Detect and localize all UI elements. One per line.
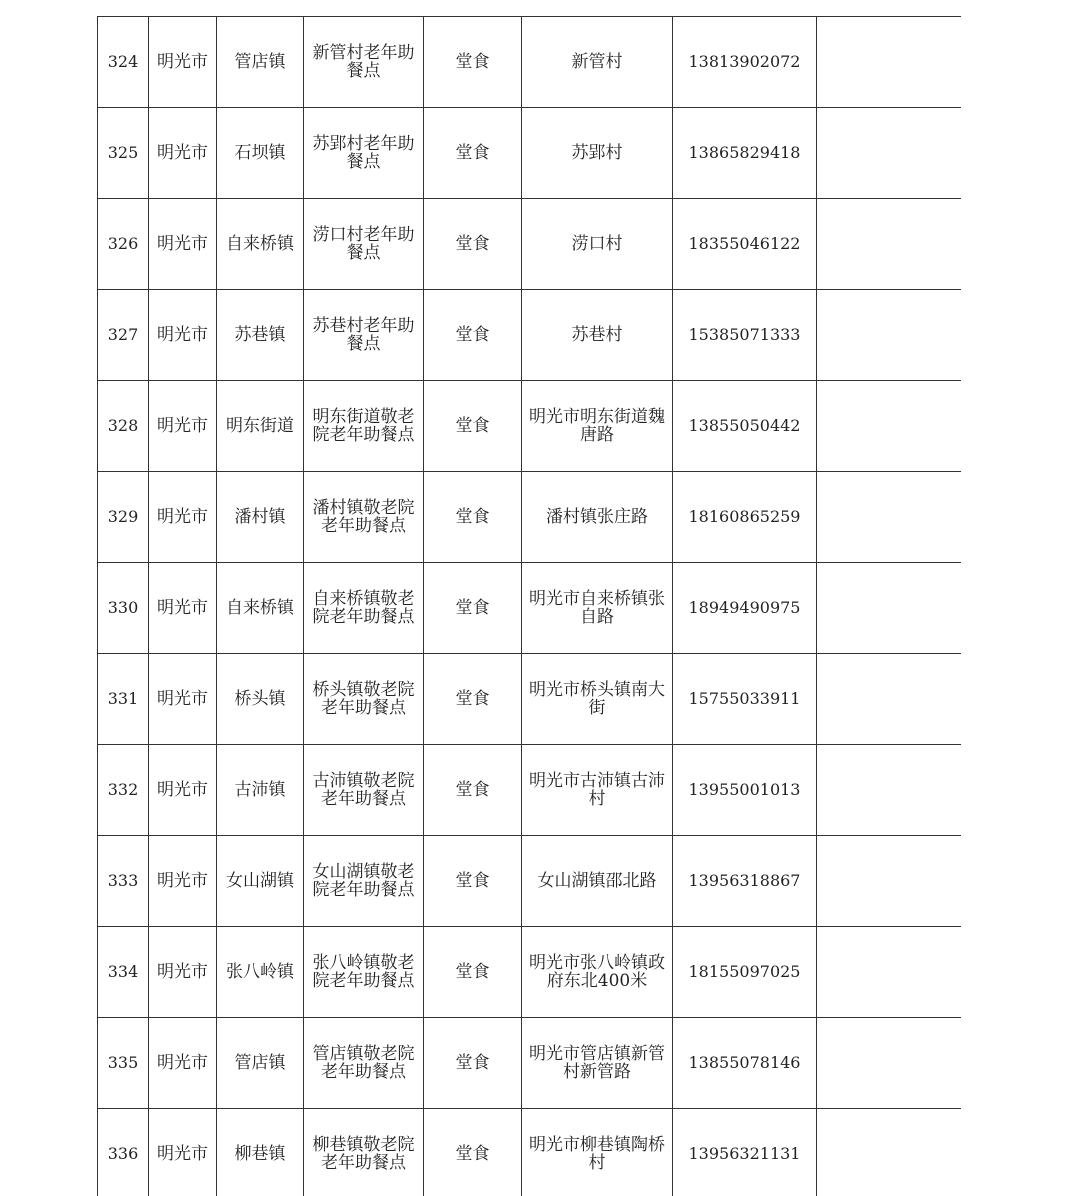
meal-points-table [97,16,961,1196]
note-cell [817,927,962,1018]
address-cell: 明光市柳巷镇陶桥村 [522,1109,673,1196]
row-number: 325 [98,108,149,199]
address-cell: 苏郢村 [522,108,673,199]
document-page [97,16,961,1196]
table-row [98,745,962,836]
town-cell: 桥头镇 [217,654,304,745]
table-row [98,836,962,927]
address-cell: 明光市桥头镇南大街 [522,654,673,745]
phone-cell: 18355046122 [673,199,817,290]
meal-point-name: 桥头镇敬老院老年助餐点 [304,654,424,745]
table-row [98,290,962,381]
town-cell: 明东街道 [217,381,304,472]
table-row [98,1109,962,1196]
service-type: 堂食 [424,745,522,836]
service-type: 堂食 [424,563,522,654]
table-row [98,1018,962,1109]
note-cell [817,1109,962,1196]
town-cell: 张八岭镇 [217,927,304,1018]
row-number: 332 [98,745,149,836]
town-cell: 石坝镇 [217,108,304,199]
service-type: 堂食 [424,108,522,199]
row-number: 326 [98,199,149,290]
city-cell: 明光市 [149,1018,217,1109]
town-cell: 苏巷镇 [217,290,304,381]
service-type: 堂食 [424,472,522,563]
city-cell: 明光市 [149,17,217,108]
meal-point-name: 涝口村老年助餐点 [304,199,424,290]
town-cell: 管店镇 [217,17,304,108]
note-cell [817,108,962,199]
note-cell [817,472,962,563]
note-cell [817,563,962,654]
phone-cell: 15755033911 [673,654,817,745]
table-row [98,927,962,1018]
meal-point-name: 苏巷村老年助餐点 [304,290,424,381]
note-cell [817,745,962,836]
meal-point-name: 新管村老年助餐点 [304,17,424,108]
meal-point-name: 潘村镇敬老院老年助餐点 [304,472,424,563]
table-row [98,654,962,745]
phone-cell: 13813902072 [673,17,817,108]
row-number: 327 [98,290,149,381]
address-cell: 苏巷村 [522,290,673,381]
table-row [98,199,962,290]
row-number: 328 [98,381,149,472]
row-number: 329 [98,472,149,563]
city-cell: 明光市 [149,654,217,745]
city-cell: 明光市 [149,745,217,836]
phone-cell: 13855050442 [673,381,817,472]
city-cell: 明光市 [149,199,217,290]
town-cell: 柳巷镇 [217,1109,304,1196]
meal-point-name: 柳巷镇敬老院老年助餐点 [304,1109,424,1196]
city-cell: 明光市 [149,290,217,381]
address-cell: 明光市古沛镇古沛村 [522,745,673,836]
phone-cell: 13955001013 [673,745,817,836]
phone-cell: 15385071333 [673,290,817,381]
town-cell: 古沛镇 [217,745,304,836]
address-cell: 新管村 [522,17,673,108]
phone-cell: 13956321131 [673,1109,817,1196]
row-number: 334 [98,927,149,1018]
city-cell: 明光市 [149,563,217,654]
service-type: 堂食 [424,17,522,108]
service-type: 堂食 [424,1018,522,1109]
city-cell: 明光市 [149,472,217,563]
town-cell: 女山湖镇 [217,836,304,927]
row-number: 324 [98,17,149,108]
meal-point-name: 女山湖镇敬老院老年助餐点 [304,836,424,927]
address-cell: 明光市管店镇新管村新管路 [522,1018,673,1109]
town-cell: 潘村镇 [217,472,304,563]
address-cell: 明光市张八岭镇政府东北400米 [522,927,673,1018]
meal-point-name: 张八岭镇敬老院老年助餐点 [304,927,424,1018]
service-type: 堂食 [424,199,522,290]
note-cell [817,381,962,472]
address-cell: 涝口村 [522,199,673,290]
meal-point-name: 管店镇敬老院老年助餐点 [304,1018,424,1109]
table-row [98,472,962,563]
meal-point-name: 自来桥镇敬老院老年助餐点 [304,563,424,654]
town-cell: 管店镇 [217,1018,304,1109]
phone-cell: 18160865259 [673,472,817,563]
note-cell [817,836,962,927]
town-cell: 自来桥镇 [217,563,304,654]
row-number: 330 [98,563,149,654]
meal-point-name: 明东街道敬老院老年助餐点 [304,381,424,472]
row-number: 331 [98,654,149,745]
city-cell: 明光市 [149,836,217,927]
service-type: 堂食 [424,290,522,381]
address-cell: 潘村镇张庄路 [522,472,673,563]
service-type: 堂食 [424,654,522,745]
note-cell [817,1018,962,1109]
address-cell: 明光市自来桥镇张自路 [522,563,673,654]
meal-point-name: 苏郢村老年助餐点 [304,108,424,199]
city-cell: 明光市 [149,381,217,472]
row-number: 336 [98,1109,149,1196]
service-type: 堂食 [424,836,522,927]
service-type: 堂食 [424,381,522,472]
row-number: 333 [98,836,149,927]
phone-cell: 13865829418 [673,108,817,199]
note-cell [817,290,962,381]
city-cell: 明光市 [149,1109,217,1196]
note-cell [817,17,962,108]
phone-cell: 18949490975 [673,563,817,654]
city-cell: 明光市 [149,927,217,1018]
address-cell: 女山湖镇邵北路 [522,836,673,927]
city-cell: 明光市 [149,108,217,199]
table-row [98,381,962,472]
service-type: 堂食 [424,927,522,1018]
note-cell [817,199,962,290]
phone-cell: 13956318867 [673,836,817,927]
table-row [98,563,962,654]
service-type: 堂食 [424,1109,522,1196]
phone-cell: 13855078146 [673,1018,817,1109]
address-cell: 明光市明东街道魏唐路 [522,381,673,472]
phone-cell: 18155097025 [673,927,817,1018]
table-row [98,108,962,199]
town-cell: 自来桥镇 [217,199,304,290]
table-row [98,17,962,108]
row-number: 335 [98,1018,149,1109]
meal-point-name: 古沛镇敬老院老年助餐点 [304,745,424,836]
note-cell [817,654,962,745]
